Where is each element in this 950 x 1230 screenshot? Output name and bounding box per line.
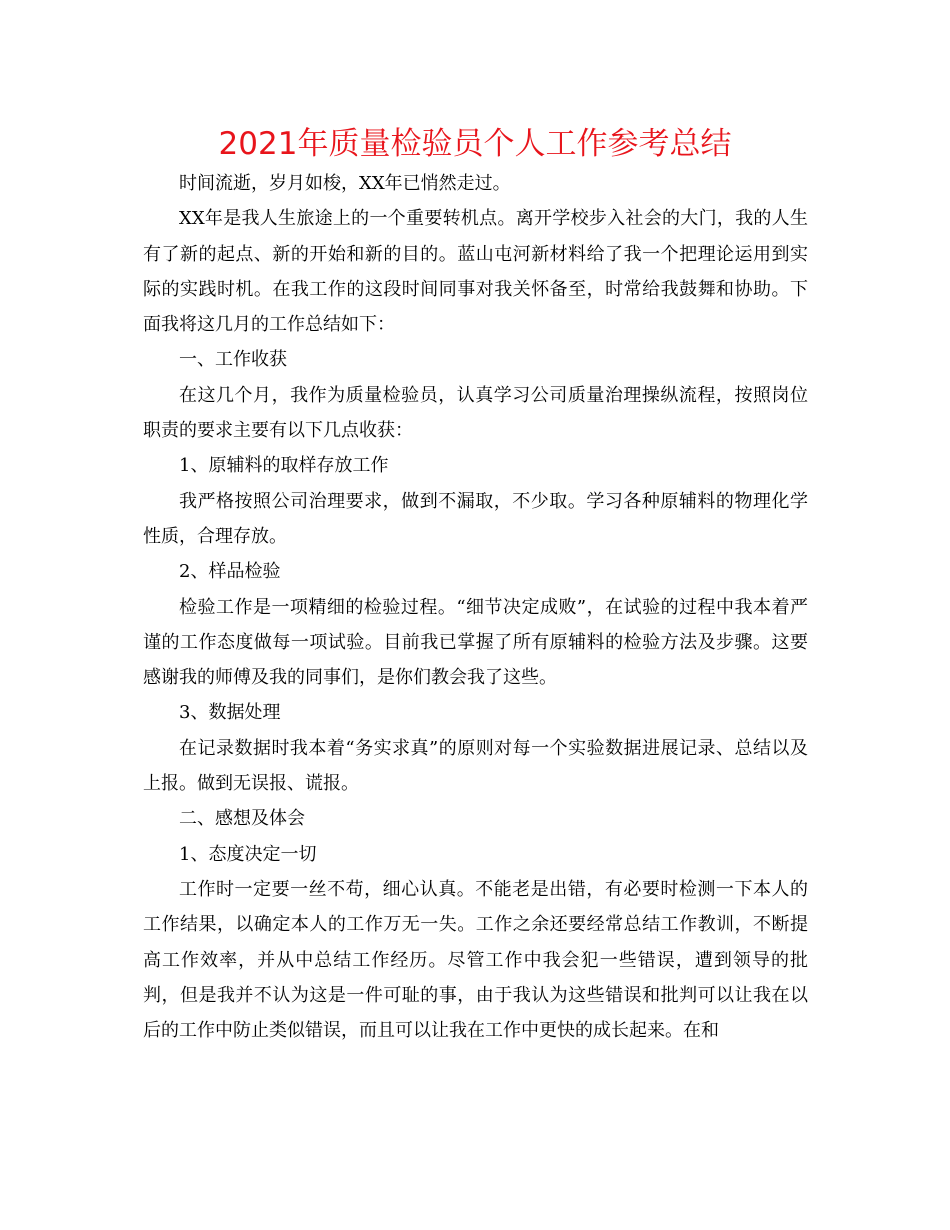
paragraph: 检验工作是一项精细的检验过程。“细节决定成败”，在试验的过程中我本着严谨的工作态度做每一项试验。目前我已掌握了所有原辅料的检验方法及步骤。这要感谢我的师傅及我的同事们，是你们教会我了这些。 [143,596,808,689]
paragraph: 在记录数据时我本着“务实求真”的原则对每一个实验数据进展记录、总结以及上报。做到无误报、谎报。 [143,737,808,795]
subsection-heading: 1、态度决定一切 [179,843,317,865]
document-title: 2021年质量检验员个人工作参考总结 [218,126,732,162]
subsection-heading: 3、数据处理 [179,702,281,724]
subsection-heading: 1、原辅料的取样存放工作 [179,455,389,477]
paragraph: 工作时一定要一丝不苟，细心认真。不能老是出错，有必要时检测一下本人的工作结果，以确定本人的工作万无一失。工作之余还要经常总结工作教训，不断提高工作效率，并从中总结工作经历。尽管工作中我会犯一些错误，遭到领导的批判，但是我并不认为这是一件可耻的事，由于我认为这些错误和批判可以让我在以后的工作中防止类似错误，而且可以让我在工作中更快的成长起来。在和 [143,878,808,1042]
document-body [143,166,808,1048]
paragraph: 我严格按照公司治理要求，做到不漏取，不少取。学习各种原辅料的物理化学性质，合理存放。 [143,490,808,547]
section-heading: 二、感想及体会 [179,808,305,830]
paragraph: 时间流逝，岁月如梭，XX年已悄然走过。 [179,173,511,194]
section-heading: 一、工作收获 [179,349,287,371]
paragraph: XX年是我人生旅途上的一个重要转机点。离开学校步入社会的大门，我的人生有了新的起点、新的开始和新的目的。蓝山屯河新材料给了我一个把理论运用到实际的实践时机。在我工作的这段时间同事对我关怀备至，时常给我鼓舞和协助。下面我将这几月的工作总结如下： [143,208,808,336]
paragraph: 在这几个月，我作为质量检验员，认真学习公司质量治理操纵流程，按照岗位职责的要求主要有以下几点收获： [143,384,808,442]
subsection-heading: 2、样品检验 [179,561,281,583]
